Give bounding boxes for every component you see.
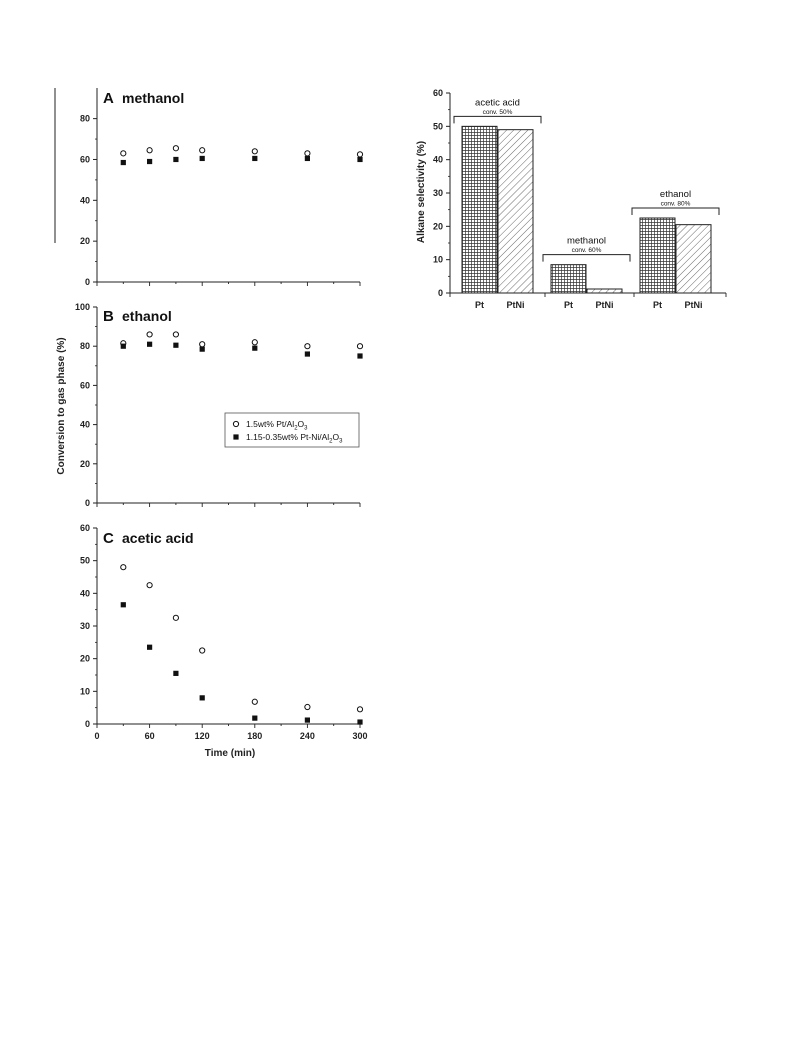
- legend-ptni-sub2: 3: [339, 438, 343, 445]
- data-point-pt: [252, 699, 257, 704]
- y-tick-label: 60: [79, 523, 90, 533]
- legend-pt-sub2: 3: [304, 425, 308, 432]
- panel-c-acetic-acid: [80, 523, 368, 741]
- bar-category-label: PtNi: [506, 300, 525, 310]
- y-tick-label: 0: [84, 719, 90, 729]
- y-axis-title-selectivity: Alkane selectivity (%): [416, 140, 427, 244]
- y-tick-label: 50: [79, 555, 90, 566]
- y-tick-label: 80: [79, 113, 90, 124]
- data-point-pt: [305, 344, 310, 349]
- y-axis-title-conversion: Conversion to gas phase (%): [56, 337, 67, 475]
- legend-pt-text2: O: [297, 419, 305, 429]
- bar-pt: [462, 126, 497, 293]
- bar-y-tick-label: 50: [432, 121, 443, 132]
- data-point-pt: [200, 648, 205, 653]
- data-point-ptni: [252, 156, 257, 161]
- y-tick-label: 10: [79, 686, 90, 697]
- y-tick-label: 40: [79, 419, 90, 430]
- bar-y-tick-label: 60: [432, 88, 443, 98]
- data-point-ptni: [252, 716, 257, 721]
- bar-category-label: Pt: [564, 300, 573, 310]
- group-conversion-label: conv. 60%: [571, 247, 602, 255]
- bar-category-label: PtNi: [684, 300, 703, 310]
- legend-ptni-sub: 2: [329, 438, 333, 445]
- y-tick-label: 80: [79, 341, 90, 352]
- y-tick-label: 30: [79, 621, 90, 631]
- bar-category-label: Pt: [475, 300, 484, 310]
- bar-y-tick-label: 30: [432, 188, 443, 198]
- legend-marker-pt: [233, 421, 238, 426]
- panel-b-title: ethanol: [122, 308, 172, 324]
- data-point-ptni: [173, 671, 178, 676]
- data-point-ptni: [357, 157, 362, 162]
- data-point-pt: [147, 332, 152, 337]
- group-bracket: [454, 116, 541, 123]
- bar-pt: [551, 265, 586, 293]
- data-point-pt: [305, 151, 310, 156]
- data-point-ptni: [200, 695, 205, 700]
- data-point-ptni: [147, 645, 152, 650]
- x-tick-label: 180: [247, 731, 263, 741]
- group-label: ethanol: [659, 189, 692, 200]
- panel-c-title: acetic acid: [122, 530, 194, 546]
- bar-y-tick-label: 10: [432, 254, 443, 265]
- y-tick-label: 20: [79, 653, 90, 664]
- x-tick-label: 0: [94, 731, 100, 741]
- data-point-ptni: [252, 346, 257, 351]
- legend: [225, 413, 359, 447]
- bar-y-tick-label: 0: [437, 288, 443, 298]
- y-tick-label: 60: [79, 154, 90, 165]
- y-tick-label: 40: [79, 588, 90, 599]
- group-conversion-label: conv. 80%: [660, 200, 691, 208]
- bar-ptni: [676, 225, 711, 293]
- bar-y-tick-label: 40: [432, 154, 443, 165]
- data-point-ptni: [173, 343, 178, 348]
- panel-b-letter: B: [103, 308, 114, 325]
- group-bracket: [632, 208, 719, 215]
- group-label: methanol: [566, 235, 607, 247]
- data-point-ptni: [357, 719, 362, 724]
- data-point-ptni: [121, 602, 126, 607]
- data-point-ptni: [200, 156, 205, 161]
- data-point-pt: [252, 149, 257, 154]
- y-tick-label: 0: [84, 498, 90, 508]
- y-tick-label: 20: [79, 458, 90, 469]
- data-point-pt: [121, 565, 126, 570]
- x-tick-label: 240: [299, 731, 315, 741]
- panel-b-ethanol: [75, 302, 363, 508]
- y-tick-label: 60: [79, 380, 90, 391]
- x-tick-label: 120: [194, 731, 210, 741]
- bar-ptni: [587, 289, 622, 293]
- bar-ptni: [498, 130, 533, 293]
- data-point-pt: [173, 332, 178, 337]
- panel-a-title: methanol: [122, 90, 185, 106]
- y-tick-label: 0: [84, 277, 90, 287]
- legend-marker-ptni: [233, 434, 238, 439]
- data-point-ptni: [305, 156, 310, 161]
- y-tick-label: 40: [79, 195, 90, 206]
- bar-y-tick-label: 20: [432, 221, 443, 232]
- data-point-pt: [147, 148, 152, 153]
- x-axis-title-time: Time (min): [204, 748, 256, 759]
- data-point-ptni: [357, 353, 362, 358]
- panel-c-letter: C: [103, 530, 114, 547]
- group-bracket: [543, 255, 630, 262]
- data-point-pt: [121, 151, 126, 156]
- panel-a-methanol: [80, 88, 363, 287]
- data-point-ptni: [305, 717, 310, 722]
- data-point-pt: [200, 342, 205, 347]
- bar-category-label: Pt: [653, 300, 662, 310]
- data-point-ptni: [305, 351, 310, 356]
- y-tick-label: 20: [79, 236, 90, 247]
- data-point-ptni: [121, 160, 126, 165]
- panel-a-letter: A: [103, 90, 114, 107]
- x-tick-label: 60: [144, 731, 155, 741]
- data-point-pt: [173, 615, 178, 620]
- data-point-ptni: [147, 159, 152, 164]
- data-point-pt: [305, 704, 310, 709]
- legend-ptni-text: 1.15-0.35wt% Pt-Ni/Al: [246, 432, 330, 442]
- legend-pt-text: 1.5wt% Pt/Al: [246, 419, 295, 429]
- bar-pt: [640, 218, 675, 293]
- group-label: acetic acid: [475, 97, 520, 109]
- group-conversion-label: conv. 50%: [482, 108, 513, 116]
- data-point-pt: [252, 340, 257, 345]
- legend-pt-sub: 2: [294, 425, 298, 432]
- x-tick-label: 300: [352, 731, 368, 741]
- legend-ptni-text2: O: [332, 432, 340, 442]
- data-point-pt: [200, 148, 205, 153]
- data-point-ptni: [121, 344, 126, 349]
- data-point-pt: [357, 344, 362, 349]
- data-point-pt: [357, 152, 362, 157]
- data-point-pt: [147, 583, 152, 588]
- bar-category-label: PtNi: [595, 300, 614, 310]
- data-point-pt: [357, 707, 362, 712]
- data-point-ptni: [147, 342, 152, 347]
- y-tick-label: 100: [74, 302, 90, 312]
- data-point-ptni: [200, 347, 205, 352]
- data-point-ptni: [173, 157, 178, 162]
- alkane-selectivity-bar-chart: [416, 88, 726, 310]
- data-point-pt: [173, 146, 178, 151]
